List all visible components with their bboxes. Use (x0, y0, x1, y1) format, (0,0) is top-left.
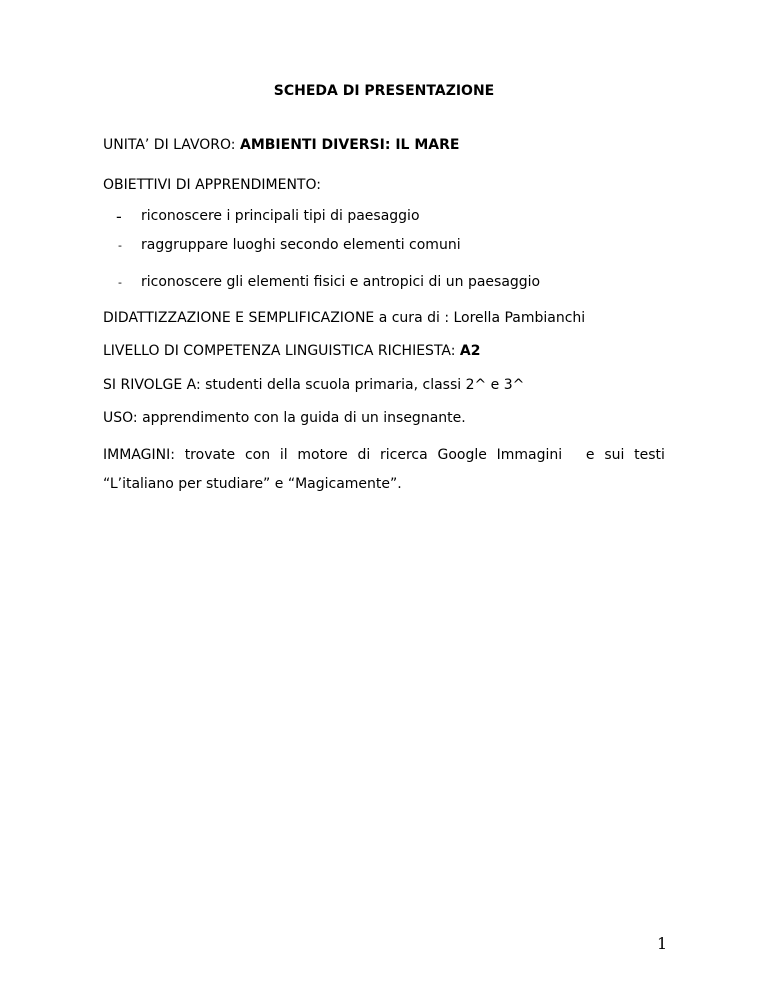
objectives-heading: OBIETTIVI DI APPRENDIMENTO: (103, 177, 321, 193)
unit-line (103, 137, 459, 153)
didactics-line: DIDATTIZZAZIONE E SEMPLIFICAZIONE a cura di : Lorella Pambianchi (103, 310, 586, 326)
list-bullet: - (116, 207, 122, 226)
list-item-text: riconoscere i principali tipi di paesaggio (141, 208, 420, 224)
usage-line: USO: apprendimento con la guida di un insegnante. (103, 410, 466, 426)
page-title: SCHEDA DI PRESENTAZIONE (273, 83, 495, 99)
list-bullet: - (118, 276, 122, 289)
audience-line: SI RIVOLGE A: studenti della scuola primaria, classi 2^ e 3^ (103, 377, 525, 393)
level-label: LIVELLO DI COMPETENZA LINGUISTICA RICHIESTA: (103, 343, 460, 359)
images-line-2: “L’italiano per studiare” e “Magicamente”. (103, 476, 402, 492)
list-item-text: raggruppare luoghi secondo elementi comuni (141, 237, 461, 253)
list-item-text: riconoscere gli elementi fisici e antropici di un paesaggio (141, 274, 541, 290)
unit-label: UNITA’ DI LAVORO: (103, 137, 240, 153)
images-line-1: IMMAGINI: trovate con il motore di ricerca Google Immagini e sui testi (103, 447, 665, 463)
level-line (103, 343, 481, 359)
unit-value: AMBIENTI DIVERSI: IL MARE (239, 137, 460, 153)
list-bullet: - (118, 239, 122, 252)
images-paragraph (103, 441, 665, 499)
level-value: A2 (459, 343, 481, 359)
page-number: 1 (657, 934, 668, 953)
